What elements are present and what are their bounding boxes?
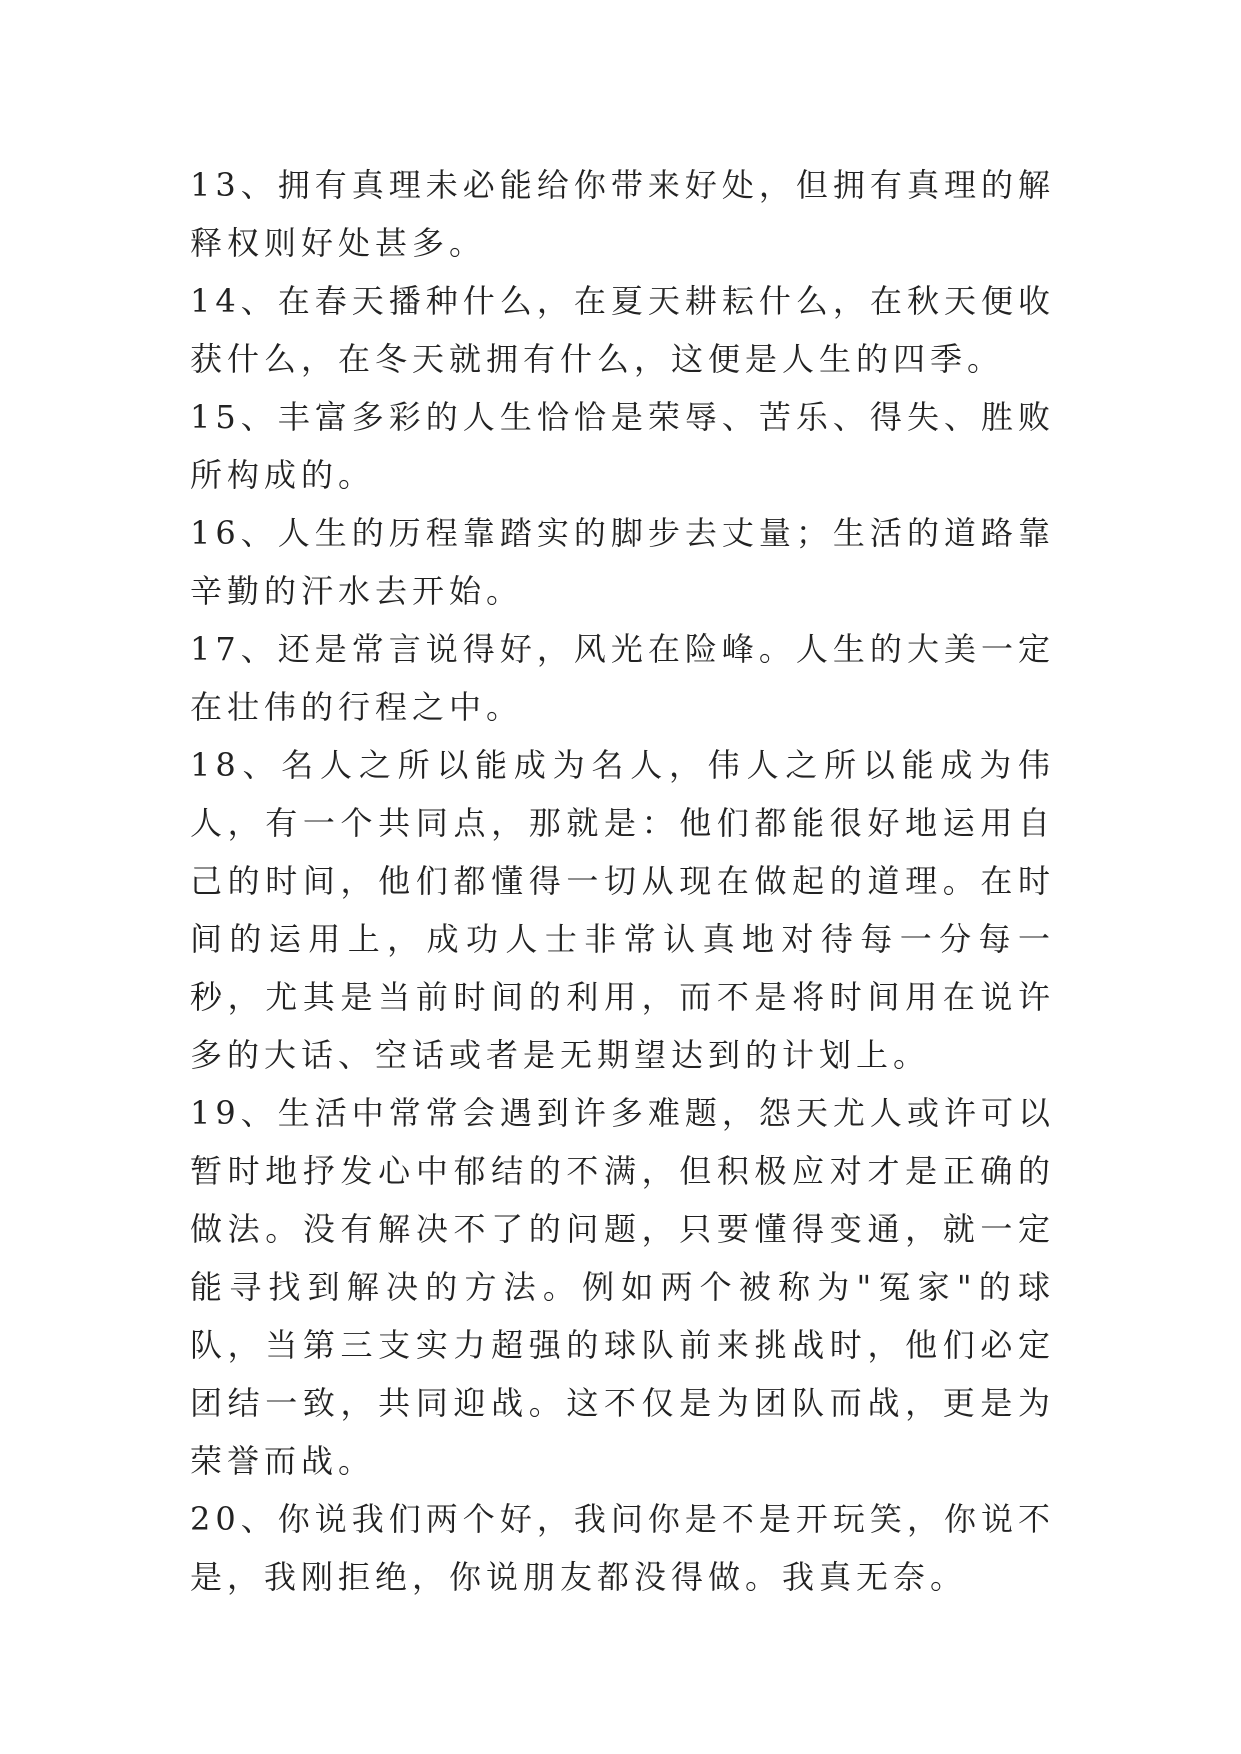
paragraph-19: 19、生活中常常会遇到许多难题，怨天尤人或许可以暂时地抒发心中郁结的不满，但积极应对才是正确的做法。没有解决不了的问题，只要懂得变通，就一定能寻找到解决的方法。例如两个被称为"冤家"的球队，当第三支实力超强的球队前来挑战时，他们必定团结一致，共同迎战。这不仅是为团队而战，更是为荣誉而战。 bbox=[190, 1094, 1055, 1480]
paragraph-16: 16、人生的历程靠踏实的脚步去丈量；生活的道路靠辛勤的汗水去开始。 bbox=[190, 514, 1055, 610]
paragraph-20: 20、你说我们两个好，我问你是不是开玩笑，你说不是，我刚拒绝，你说朋友都没得做。我真无奈。 bbox=[190, 1500, 1055, 1596]
paragraph-18: 18、名人之所以能成为名人，伟人之所以能成为伟人，有一个共同点，那就是：他们都能很好地运用自己的时间，他们都懂得一切从现在做起的道理。在时间的运用上，成功人士非常认真地对待每一分每一秒，尤其是当前时间的利用，而不是将时间用在说许多的大话、空话或者是无期望达到的计划上。 bbox=[190, 746, 1055, 1074]
paragraph-15: 15、丰富多彩的人生恰恰是荣辱、苦乐、得失、胜败所构成的。 bbox=[190, 398, 1055, 494]
paragraph-14: 14、在春天播种什么，在夏天耕耘什么，在秋天便收获什么，在冬天就拥有什么，这便是人生的四季。 bbox=[190, 282, 1055, 378]
paragraph-17: 17、还是常言说得好，风光在险峰。人生的大美一定在壮伟的行程之中。 bbox=[190, 630, 1055, 726]
document-body bbox=[190, 156, 1055, 1606]
paragraph-13: 13、拥有真理未必能给你带来好处，但拥有真理的解释权则好处甚多。 bbox=[190, 166, 1055, 262]
